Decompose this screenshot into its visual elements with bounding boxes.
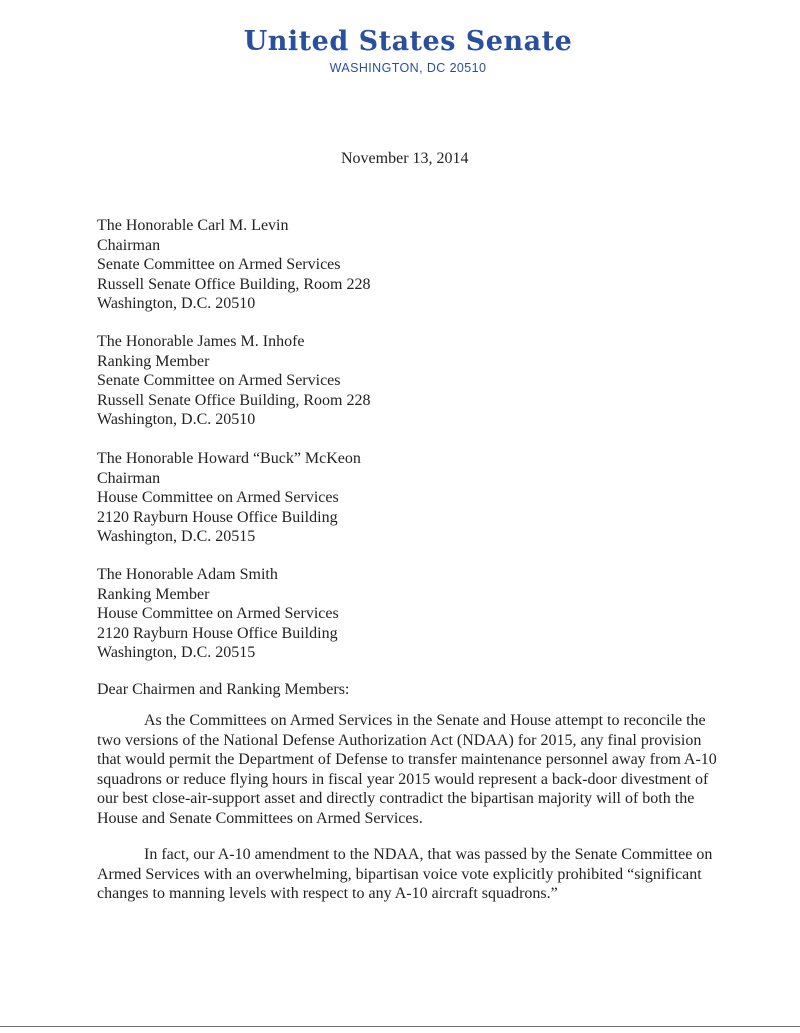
paragraph-line: that would permit the Department of Defense to transfer maintenance personnel away from A-10 bbox=[97, 751, 717, 769]
recipient-line: House Committee on Armed Services bbox=[97, 605, 339, 622]
recipient-line: Washington, D.C. 20515 bbox=[97, 528, 256, 545]
recipient-line: 2120 Rayburn House Office Building bbox=[97, 624, 338, 642]
page-bottom-edge bbox=[0, 1026, 800, 1027]
paragraph-line: House and Senate Committees on Armed Services. bbox=[97, 809, 423, 827]
recipient-line: The Honorable James M. Inhofe bbox=[97, 333, 305, 350]
recipient-line: Senate Committee on Armed Services bbox=[97, 372, 341, 389]
recipient-line: 2120 Rayburn House Office Building bbox=[97, 508, 338, 526]
recipient-line: Russell Senate Office Building, Room 228 bbox=[97, 275, 371, 293]
salutation: Dear Chairmen and Ranking Members: bbox=[97, 681, 350, 698]
body-paragraph-2 bbox=[97, 845, 717, 904]
paragraph-line: As the Committees on Armed Services in the Senate and House attempt to reconcile the bbox=[144, 712, 706, 729]
letterhead-address: WASHINGTON, DC 20510 bbox=[329, 61, 487, 75]
recipient-line: Washington, D.C. 20510 bbox=[97, 411, 256, 428]
paragraph-line: two versions of the National Defense Authorization Act (NDAA) for 2015, any final provision bbox=[97, 731, 702, 749]
recipient-line: Russell Senate Office Building, Room 228 bbox=[97, 391, 371, 409]
letterhead-title: United States Senate bbox=[243, 26, 573, 57]
paragraph-line: In fact, our A-10 amendment to the NDAA, that was passed by the Senate Committee on bbox=[144, 846, 713, 863]
recipient-block-mckeon bbox=[97, 449, 361, 547]
paragraph-line: squadrons or reduce flying hours in fiscal year 2015 would represent a back-door divestment of bbox=[97, 770, 709, 788]
recipient-line: House Committee on Armed Services bbox=[97, 489, 339, 506]
letterhead bbox=[0, 26, 800, 76]
letter-date: November 13, 2014 bbox=[341, 150, 469, 167]
recipient-line: Washington, D.C. 20515 bbox=[97, 644, 256, 661]
recipient-line: The Honorable Adam Smith bbox=[97, 566, 278, 583]
recipient-block-smith bbox=[97, 565, 339, 663]
recipient-line: The Honorable Carl M. Levin bbox=[97, 217, 289, 234]
recipient-block-levin bbox=[97, 216, 370, 314]
recipient-line: The Honorable Howard “Buck” McKeon bbox=[97, 450, 361, 467]
recipient-line: Ranking Member bbox=[97, 352, 210, 370]
recipient-line: Senate Committee on Armed Services bbox=[97, 256, 341, 273]
recipient-line: Ranking Member bbox=[97, 585, 210, 603]
recipient-block-inhofe bbox=[97, 332, 370, 430]
recipient-line: Chairman bbox=[97, 236, 161, 254]
recipient-line: Chairman bbox=[97, 469, 161, 487]
recipient-line: Washington, D.C. 20510 bbox=[97, 295, 256, 312]
body-paragraph-1 bbox=[97, 711, 717, 829]
paragraph-line: our best close-air-support asset and directly contradict the bipartisan majority will of both the bbox=[97, 790, 695, 808]
paragraph-line: changes to manning levels with respect to any A-10 aircraft squadrons.” bbox=[97, 885, 558, 903]
paragraph-line: Armed Services with an overwhelming, bipartisan voice vote explicitly prohibited “significant bbox=[97, 865, 702, 883]
